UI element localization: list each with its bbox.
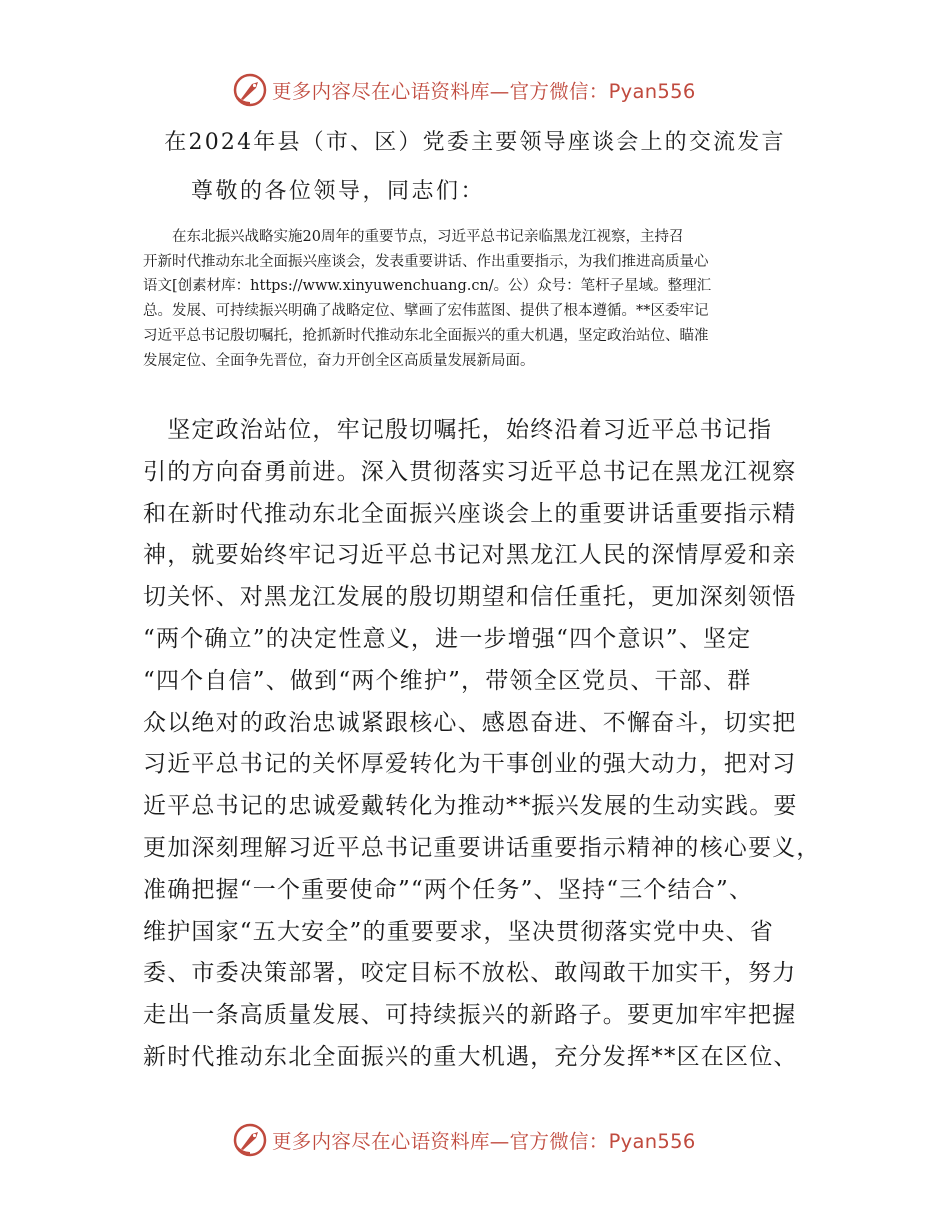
- watermark-text: 更多内容尽在心语资料库—官方微信：Pyan556: [272, 80, 696, 103]
- intro-line: 习近平总书记殷切嘱托，抢抓新时代推动东北全面振兴的重大机遇，坚定政治站位、瞄准: [143, 327, 709, 344]
- watermark-text: 更多内容尽在心语资料库—官方微信：Pyan556: [272, 1130, 696, 1153]
- intro-line: 总。发展、可持续振兴明确了战略定位、擘画了宏伟蓝图、提供了根本遵循。**区委牢记: [143, 303, 709, 320]
- intro-line: 在东北振兴战略实施20周年的重要节点，习近平总书记亲临黑龙江视察，主持召: [143, 229, 684, 245]
- body-line: 新时代推动东北全面振兴的重大机遇，充分发挥**区在区位、: [143, 1043, 798, 1070]
- body-line: 维护国家“五大安全”的重要要求，坚决贯彻落实党中央、省: [143, 918, 774, 945]
- body-line: 走出一条高质量发展、可持续振兴的新路子。要更加牢牢把握: [143, 1002, 797, 1029]
- body-line: 切关怀、对黑龙江发展的殷切期望和信任重托，更加深刻领悟: [143, 584, 797, 611]
- body-line: 和在新时代推动东北全面振兴座谈会上的重要讲话重要指示精: [143, 500, 797, 527]
- intro-line: 开新时代推动东北全面振兴座谈会，发表重要讲话、作出重要指示，为我们推进高质量心: [143, 253, 709, 270]
- body-line: 神，就要始终牢记习近平总书记对黑龙江人民的深情厚爱和亲: [143, 542, 797, 569]
- intro-paragraph: [143, 225, 799, 373]
- body-line: 更加深刻理解习近平总书记重要讲话重要指示精神的核心要义，: [143, 834, 821, 861]
- intro-line: 发展定位、全面争先晋位，奋力开创全区高质量发展新局面。: [143, 352, 535, 369]
- pen-nib-circle-icon: [232, 72, 268, 108]
- body-line: 近平总书记的忠诚爱戴转化为推动**振兴发展的生动实践。要: [143, 793, 798, 820]
- body-line: “两个确立”的决定性意义，进一步增强“四个意识”、坚定: [143, 625, 752, 652]
- watermark-banner-top: [232, 70, 732, 110]
- intro-line: 语文[创素材库：https://www.xinyuwenchuang.cn/。公）众号：笔杆子星域。整理汇: [143, 278, 712, 295]
- body-line: “四个自信”、做到“两个维护”，带领全区党员、干部、群: [143, 667, 752, 694]
- body-line: 准确把握“一个重要使命”“两个任务”、坚持“三个结合”、: [143, 876, 754, 903]
- document-title: 在2024年县（市、区）党委主要领导座谈会上的交流发言: [164, 130, 786, 155]
- body-line: 习近平总书记的关怀厚爱转化为干事创业的强大动力，把对习: [143, 751, 797, 778]
- body-line: 众以绝对的政治忠诚紧跟核心、感恩奋进、不懈奋斗，切实把: [143, 709, 797, 736]
- greeting: 尊敬的各位领导，同志们：: [191, 179, 486, 204]
- body-line: 坚定政治站位，牢记殷切嘱托，始终沿着习近平总书记指: [143, 417, 773, 443]
- body-paragraph: [143, 410, 823, 1079]
- body-line: 委、市委决策部署，咬定目标不放松、敢闯敢干加实干，努力: [143, 960, 797, 987]
- body-line: 引的方向奋勇前进。深入贯彻落实习近平总书记在黑龙江视察: [143, 458, 797, 485]
- watermark-banner-bottom: [232, 1120, 732, 1160]
- pen-nib-circle-icon: [232, 1122, 268, 1158]
